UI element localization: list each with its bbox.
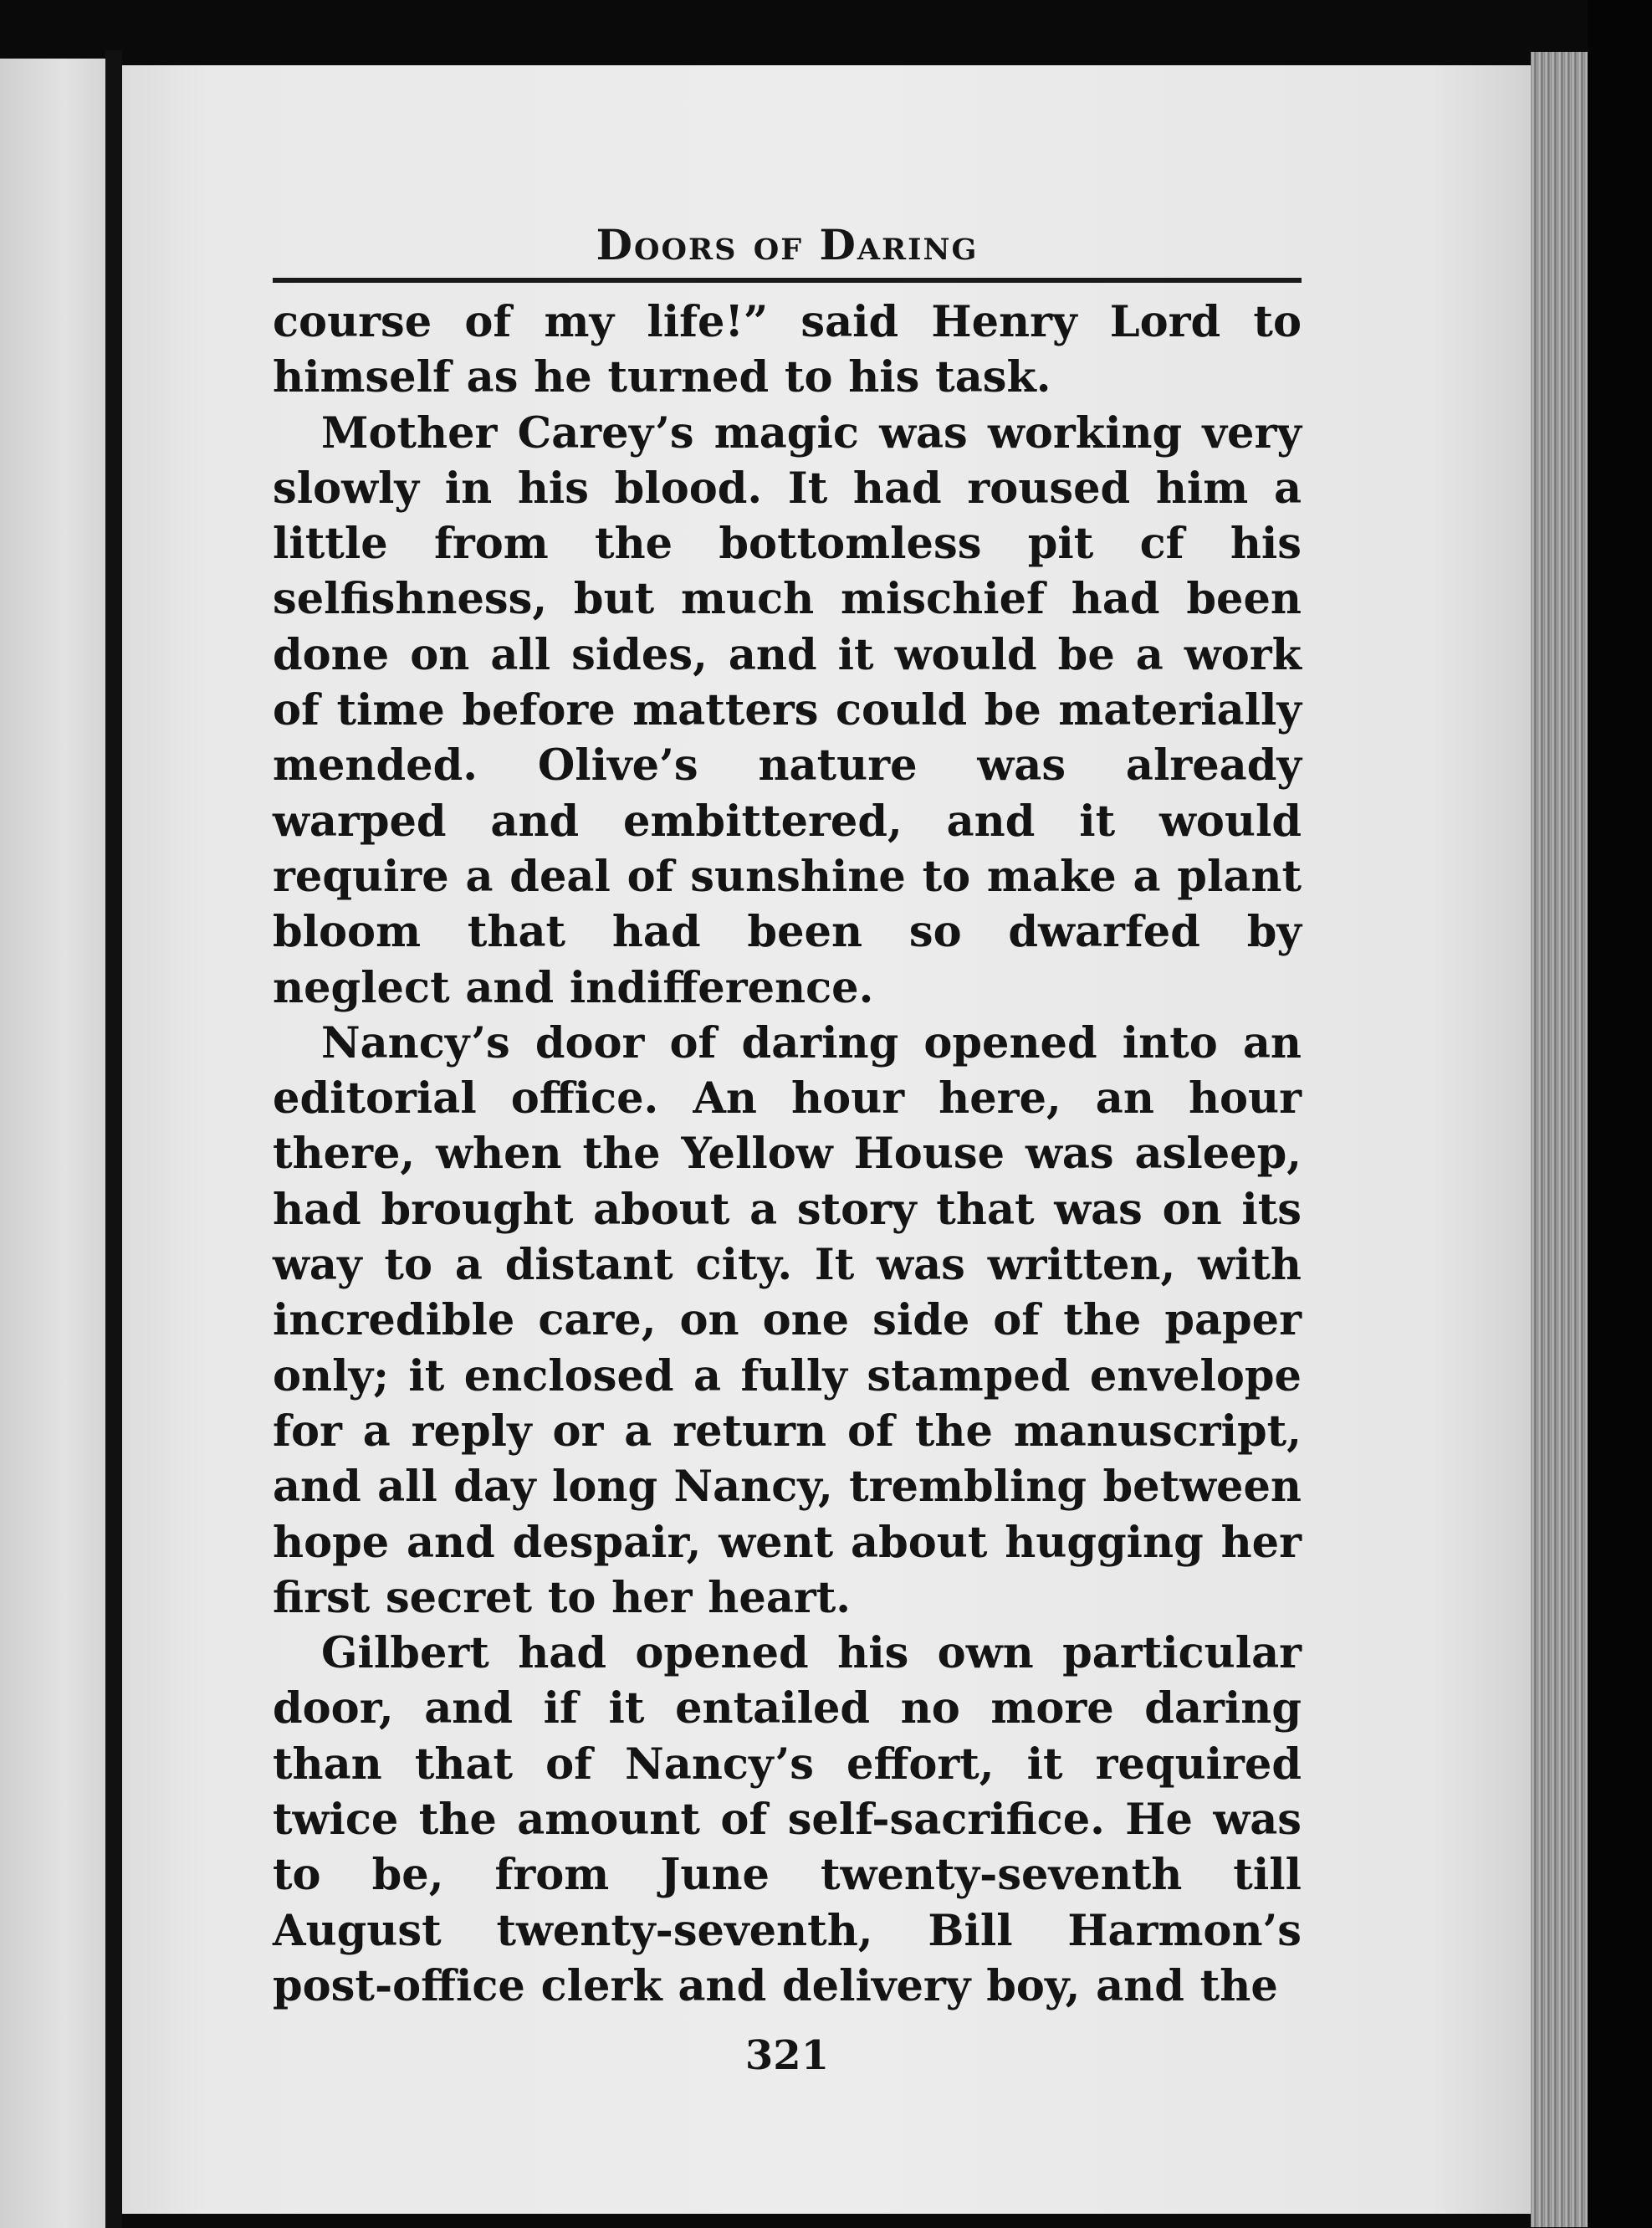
running-head-rule	[273, 278, 1302, 283]
page-number: 321	[744, 2032, 830, 2080]
book-gutter	[105, 50, 122, 2228]
paragraph: Mother Carey’s magic was working very slowly in his blood. It had roused him a little from the bottomless pit cf his selfishness, but much mischief had been done on all sides, and it would be a work of time before matters could be materially mended. Olive’s nature was already warped and embittered, and it would require a deal of sunshine to make a plant bloom that had been so dwarfed by neglect and indifference.	[273, 407, 1302, 1013]
paragraph: Nancy’s door of daring opened into an editorial office. An hour here, an hour there, when the Yellow House was asleep, had brought about a story that was on its way to a distant city. It was written, with incredible care, on one side of the paper only; it enclosed a fully stamped envelope for a reply or a return of the manuscript, and all day long Nancy, trembling between hope and despair, went about hugging her first secret to her heart.	[273, 1017, 1302, 1623]
left-page-edge	[0, 59, 107, 2228]
body-text	[273, 295, 1302, 2014]
page-stack-edge	[1531, 52, 1588, 2227]
running-head: Doors of Daring	[596, 220, 979, 269]
page-text-block	[273, 216, 1302, 2079]
paragraph: course of my life!” said Henry Lord to himself as he turned to his task.	[273, 297, 1302, 403]
paragraph: Gilbert had opened his own particular door, and if it entailed no more daring than that of Nancy’s effort, it required twice the amount of self-sacrifice. He was to be, from June twenty-seventh till August twenty-seventh, Bill Harmon’s post-office clerk and delivery boy, and the	[273, 1628, 1302, 2011]
scan-background	[1588, 0, 1652, 2228]
